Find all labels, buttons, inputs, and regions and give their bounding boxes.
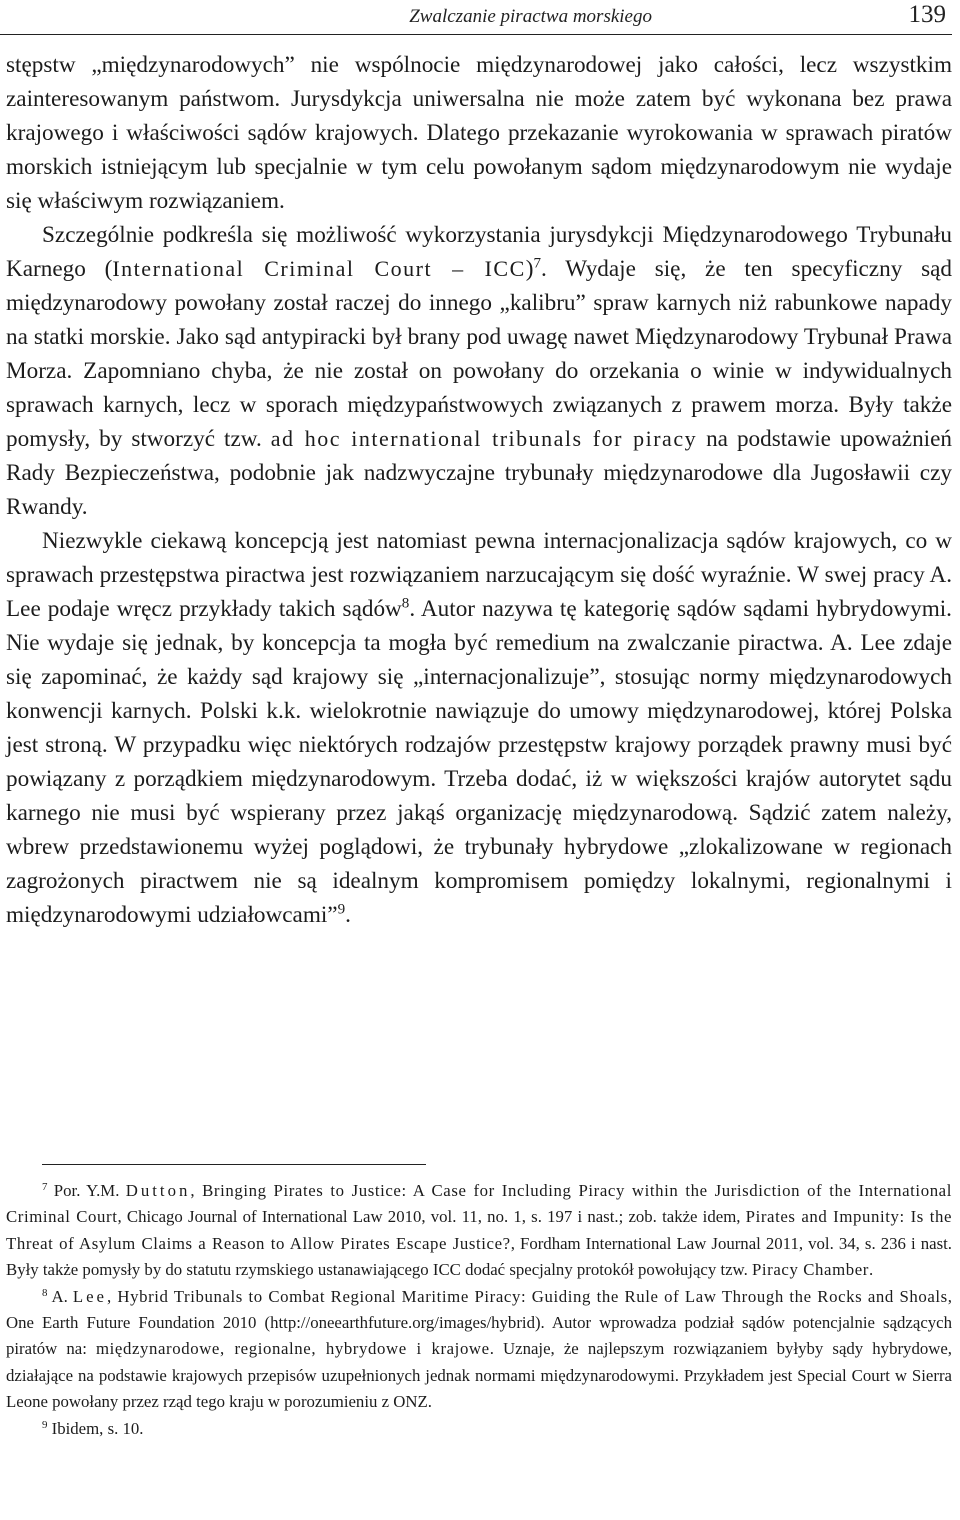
footnote-7-number: 7	[42, 1181, 48, 1193]
footnote-7-title-2: Pirates and Impunity: Is the Threat of Asylum Claims a Reason to Allow Pirates Escape Justice?	[6, 1207, 953, 1253]
footnote-8-number: 8	[42, 1286, 48, 1299]
paragraph-2-english-term: International Criminal Court – ICC	[112, 256, 526, 281]
footnote-7-author: Dutton	[125, 1181, 191, 1200]
paragraph-1	[6, 48, 952, 218]
footnote-9	[6, 1416, 952, 1442]
footnote-8-title: , Hybrid Tribunals to Combat Regional Maritime Piracy: Guiding the Rule of Law Through the Rocks and Shoals	[106, 1286, 948, 1306]
main-text	[6, 48, 952, 932]
footnote-8-text-e: . Uznaje, że najlepszym rozwiązaniem byłyby sądy hybrydowe, działające na podstawie krajowych przepisów uzupełnionych jednak normami międzynarodowymi. Przykładem jest Special Court w Sierra Leone powołany przez rząd tego kraju w porozumieniu z ONZ.	[6, 1339, 952, 1412]
footnote-9-number: 9	[42, 1418, 48, 1431]
running-header	[0, 0, 952, 35]
paragraph-2-text-c: )	[525, 256, 534, 282]
paragraph-3-text-c: .	[345, 902, 351, 928]
paragraph-3-text-b: . Autor nazywa tę kategorię sądów sądami hybrydowymi. Nie wydaje się jednak, by koncepcja ta mogła być remedium na zwalczanie piractwa. A. Lee zdaje się zapominać, że każdy sąd krajowy się „internacjonalizuje”, stosując normy międzynarodowych konwencji karnych. Polski k.k. wielokrotnie nawiązuje do umowy międzynarodowej, której Polska jest stroną. W przypadku więc niektórych rodzajów przestępstw krajowy porządek prawny musi być powiązany z porządkiem międzynarodowym. Trzeba dodać, iż w większości krajów autorytet sądu karnego nie musi być wspierany przez jakąś organizację międzynarodową. Sądzić zatem należy, wbrew przedstawionemu wyżej poglądowi, że trybunały hybrydowe „zlokalizowane w regionach zagrożonych piractwem nie są idealnym kompromisem pomiędzy lokalnymi, regionalnymi i międzynarodowymi udziałowcami”	[6, 596, 952, 928]
paragraph-3-text-a: Niezwykle ciekawą koncepcją jest natomiast pewna internacjonalizacja sądów krajowych, co w sprawach przestępstwa piractwa jest rozwiązaniem narzucającym się dość wyraźnie. W swej pracy A. Lee podaje wręcz przykłady takich sądów	[6, 528, 952, 622]
paragraph-2-text-a: Szczególnie podkreśla się możliwość wykorzystania jurysdykcji Międzynarodowego Trybunału Karnego (	[6, 222, 952, 282]
paragraph-2-text-f: na podstawie upoważnień Rady Bezpieczeństwa, podobnie jak nadzwyczajne trybunały międzynarodowe dla Jugosławii czy Rwandy.	[6, 426, 953, 520]
footnote-8-author: Lee	[72, 1286, 107, 1306]
paragraph-3	[6, 524, 952, 932]
page-number: 139	[908, 1, 946, 28]
footnote-7-text-e: , Fordham International Law Journal 2011, vol. 34, s. 236 i nast. Były także pomysły by do statutu rzymskiego ustanawiającego ICC dodać specjalny protokół powołujący tzw.	[6, 1233, 952, 1280]
footnote-7-text-a: Por. Y.M.	[47, 1181, 126, 1200]
paragraph-2	[6, 218, 952, 524]
footnote-8-text-c: , One Earth Future Foundation 2010 (http://oneearthfuture.org/images/hybrid). Autor wprowadza podział sądów potencjalnie sądzących piratów na:	[6, 1286, 952, 1359]
paragraph-2-text-d: . Wydaje się, że ten specyficzny sąd międzynarodowy powołany został raczej do innego „kalibru” spraw karnych niż rabunkowe napady na statki morskie. Jako sąd antypiracki był brany pod uwagę nawet Międzynarodowy Trybunał Prawa Morza. Zapomniano chyba, że nie został on powołany do orzekania o winie w indywidualnych sprawach karnych, lecz w sporach międzypaństwowych związanych z prawem morza. Były także pomysły, by stworzyć tzw.	[6, 256, 952, 452]
footnote-ref-9[interactable]: 9	[337, 901, 346, 918]
footnote-8-categories: międzynarodowe, regionalne, hybrydowe i krajowe	[96, 1339, 490, 1359]
footnote-9-text: Ibidem, s. 10.	[47, 1418, 144, 1438]
footnote-separator	[42, 1164, 426, 1165]
footnote-ref-7[interactable]: 7	[533, 255, 542, 272]
footnote-8-text-a: A.	[47, 1286, 73, 1306]
footnote-ref-8[interactable]: 8	[401, 595, 410, 612]
footnote-8	[6, 1284, 952, 1416]
paragraph-2-english-phrase: ad hoc international tribunals for piracy	[270, 426, 698, 451]
running-title: Zwalczanie piractwa morskiego	[409, 6, 652, 27]
footnote-7	[6, 1178, 952, 1284]
footnote-7-term: Piracy Chamber	[751, 1260, 869, 1280]
footnote-7-text-c: , Chicago Journal of International Law 2010, vol. 11, no. 1, s. 197 i nast.; zob. także idem,	[117, 1207, 746, 1227]
footnotes	[6, 1178, 952, 1442]
paragraph-1-text: stępstw „międzynarodowych” nie wspólnocie międzynarodowej jako całości, lecz wszystkim zainteresowanym państwom. Jurysdykcja uniwersalna nie może zatem być wykonana bez prawa krajowego i właściwości sądów krajowych. Dlatego przekazanie wyrokowania w sprawach piratów morskich istniejącym lub specjalnie w tym celu powołanym sądom międzynarodowym nie wydaje się właściwym rozwiązaniem.	[6, 52, 952, 214]
footnote-7-text-g: .	[868, 1260, 874, 1280]
footnote-7-title: , Bringing Pirates to Justice: A Case for Including Piracy within the Jurisdiction of the International Criminal Court	[6, 1181, 952, 1227]
